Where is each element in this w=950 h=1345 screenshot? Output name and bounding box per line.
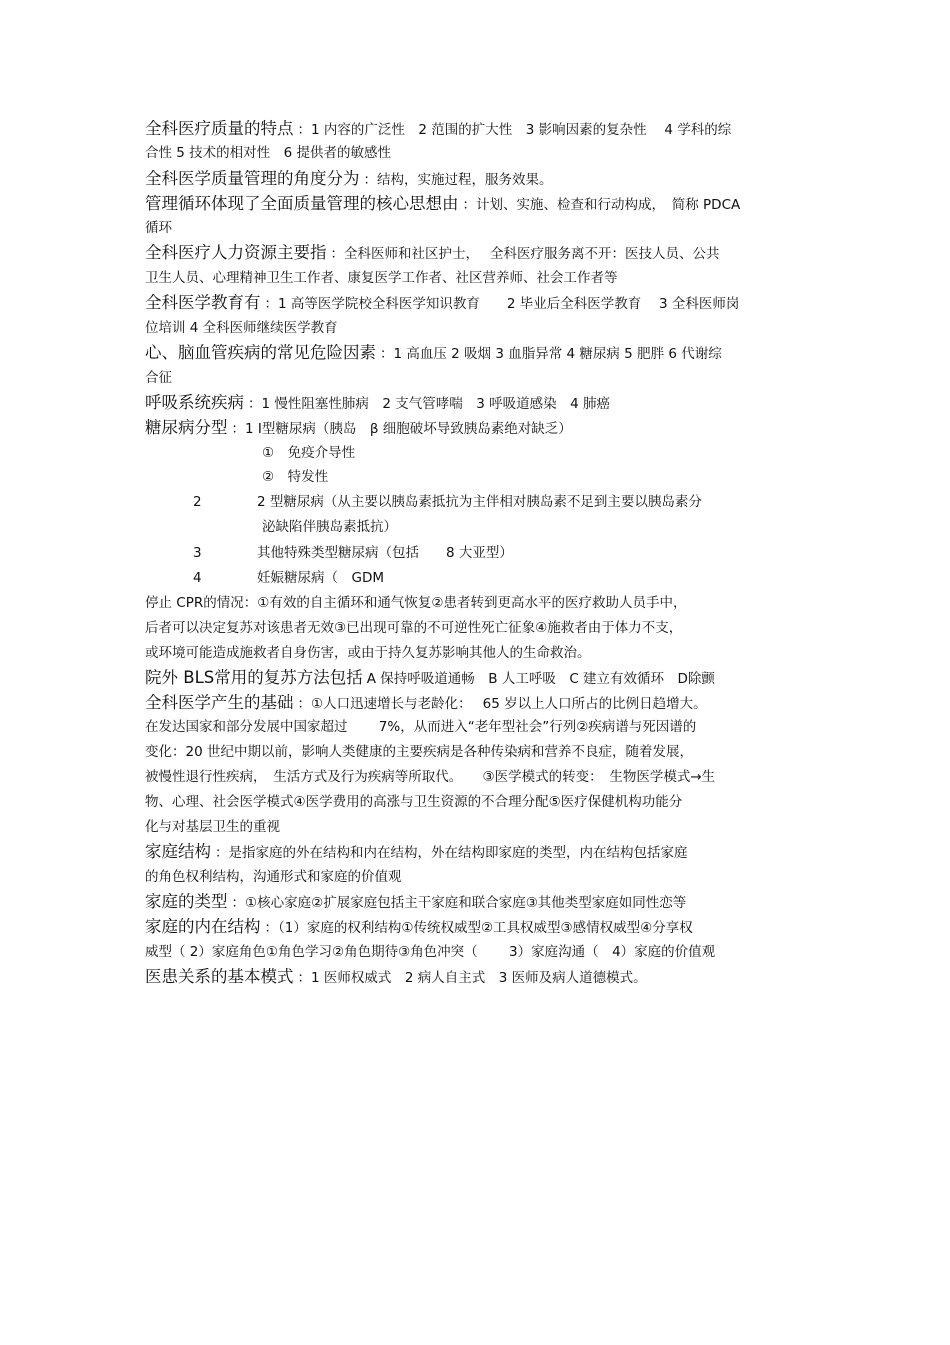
list-number [193,543,202,563]
text-line [145,892,686,913]
line-heading: 全科医学产生的基础 [145,693,294,712]
line-heading: 全科医疗质量的特点 [145,119,294,138]
line-heading: 院外 BLS常用的复苏方法包括 [145,668,363,687]
text-line [145,967,647,988]
line-text: 威型（ 2）家庭角色①角色学习②角色期待③角色冲突（ 3）家庭沟通（ 4）家庭的价值观 [145,944,716,960]
text-line [145,917,693,938]
text-line [145,318,338,338]
line-text: 卫生人员、心理精神卫生工作者、康复医学工作者、社区营养师、社会工作者等 [145,270,618,286]
text-line [145,618,682,638]
list-number [193,492,202,512]
text-line [145,293,739,314]
text-line [257,543,513,563]
line-heading: 全科医学教育有 [145,293,261,312]
line-text: 其他特殊类型糖尿病（包括 8 大亚型） [257,545,513,561]
line-text: ① 免疫介导性 [262,445,356,461]
text-line [145,643,591,663]
line-text: ：是指家庭的外在结构和内在结构，外在结构即家庭的类型，内在结构包括家庭 [215,845,688,861]
line-text: ：1 Ⅰ型糖尿病（胰岛 β 细胞破坏导致胰岛素绝对缺乏） [231,421,572,437]
text-line [145,194,740,215]
line-text: 变化：20 世纪中期以前，影响人类健康的主要疾病是各种传染病和营养不良症，随着发展， [145,744,693,760]
line-text: ：1 医师权威式 2 病人自主式 3 医师及病人道德模式。 [297,970,647,986]
line-text: 泌缺陷伴胰岛素抵抗） [262,519,397,535]
line-heading: 全科医疗人力资源主要指 [145,243,327,262]
line-heading: 糖尿病分型 [145,418,228,437]
line-heading: 家庭的类型 [145,892,228,911]
line-text: 化与对基层卫生的重视 [145,819,280,835]
line-text: ：结构，实施过程，服务效果。 [363,172,553,188]
line-heading: 呼吸系统疾病 [145,393,244,412]
text-line [145,593,686,613]
line-text: ：①人口迅速增长与老龄化： 65 岁以上人口所占的比例日趋增大。 [297,696,707,712]
line-text: ：1 慢性阻塞性肺病 2 支气管哮喘 3 呼吸道感染 4 肺癌 [248,396,611,412]
line-heading: 管理循环体现了全面质量管理的核心思想由 [145,194,459,213]
text-line [145,717,696,737]
text-line [262,443,355,463]
line-text: 2 型糖尿病（从主要以胰岛素抵抗为主伴相对胰岛素不足到主要以胰岛素分 [257,494,702,510]
list-number [193,568,202,588]
text-line [145,143,391,163]
line-text: 妊娠糖尿病（ GDM [257,570,385,586]
text-line [145,742,693,762]
text-line [145,842,688,863]
line-text: 在发达国家和部分发展中国家超过 7%，从而进入“老年型社会”行列②疾病谱与死因谱的 [145,719,697,735]
line-text: ：1 内容的广泛性 2 范围的扩大性 3 影响因素的复杂性 4 学科的综 [297,122,732,138]
text-line [145,942,715,962]
line-text: 合征 [145,370,172,386]
line-text: 4 [193,570,202,586]
text-line [145,393,610,414]
text-line [145,268,618,288]
text-line [145,218,172,238]
line-text: 或环境可能造成施救者自身伤害，或由于持久复苏影响其他人的生命救治。 [145,645,591,661]
line-text: ② 特发性 [262,469,329,485]
line-text: ：计划、实施、检查和行动构成， 简称 PDCA [462,197,741,213]
line-text: 被慢性退行性疾病， 生活方式及行为疾病等所取代。 ③医学模式的转变： 生物医学模式→生 [145,769,716,785]
line-text: 2 [193,494,202,510]
text-line [145,343,722,364]
text-line [145,368,172,388]
text-line [145,792,682,812]
text-line [145,243,720,264]
line-text: A 保持呼吸道通畅 B 人工呼吸 C 建立有效循环 D除颤 [366,671,715,687]
line-text: 后者可以决定复苏对该患者无效③已出现可靠的不可逆性死亡征象④施救者由于体力不支， [145,620,683,636]
line-heading: 家庭的内在结构 [145,917,261,936]
text-line [145,693,707,714]
text-line [145,767,715,787]
text-line [262,517,397,537]
line-text: ：1 高等医学院校全科医学知识教育 2 毕业后全科医学教育 3 全科医师岗 [264,296,740,312]
text-line [145,169,553,190]
line-heading: 家庭结构 [145,842,211,861]
line-text: 的角色权利结构，沟通形式和家庭的价值观 [145,869,402,885]
line-heading: 医患关系的基本模式 [145,967,294,986]
line-text: ：1 高血压 2 吸烟 3 血脂异常 4 糖尿病 5 肥胖 6 代谢综 [380,346,722,362]
line-text: ：全科医师和社区护士， 全科医疗服务离不开：医技人员、公共 [330,246,720,262]
text-line [145,867,402,887]
line-text: 物、心理、社会医学模式④医学费用的高涨与卫生资源的不合理分配⑤医疗保健机构功能分 [145,794,683,810]
text-line [257,568,384,588]
line-heading: 全科医学质量管理的角度分为 [145,169,360,188]
text-line [145,817,280,837]
text-line [262,467,328,487]
text-line [145,119,731,140]
line-text: 合性 5 技术的相对性 6 提供者的敏感性 [145,145,392,161]
line-heading: 心、脑血管疾病的常见危险因素 [145,343,376,362]
line-text: 3 [193,545,202,561]
text-line [257,492,702,512]
line-text: ：（1）家庭的权利结构①传统权威型②工具权威型③感情权威型④分享权 [264,920,693,936]
line-text: ：①核心家庭②扩展家庭包括主干家庭和联合家庭③其他类型家庭如同性恋等 [231,895,687,911]
line-text: 停止 CPR的情况：①有效的自主循环和通气恢复②患者转到更高水平的医疗救助人员手中， [145,595,687,611]
text-line [145,418,572,439]
text-line [145,668,715,689]
line-text: 循环 [145,220,172,236]
line-text: 位培训 4 全科医师继续医学教育 [145,320,338,336]
